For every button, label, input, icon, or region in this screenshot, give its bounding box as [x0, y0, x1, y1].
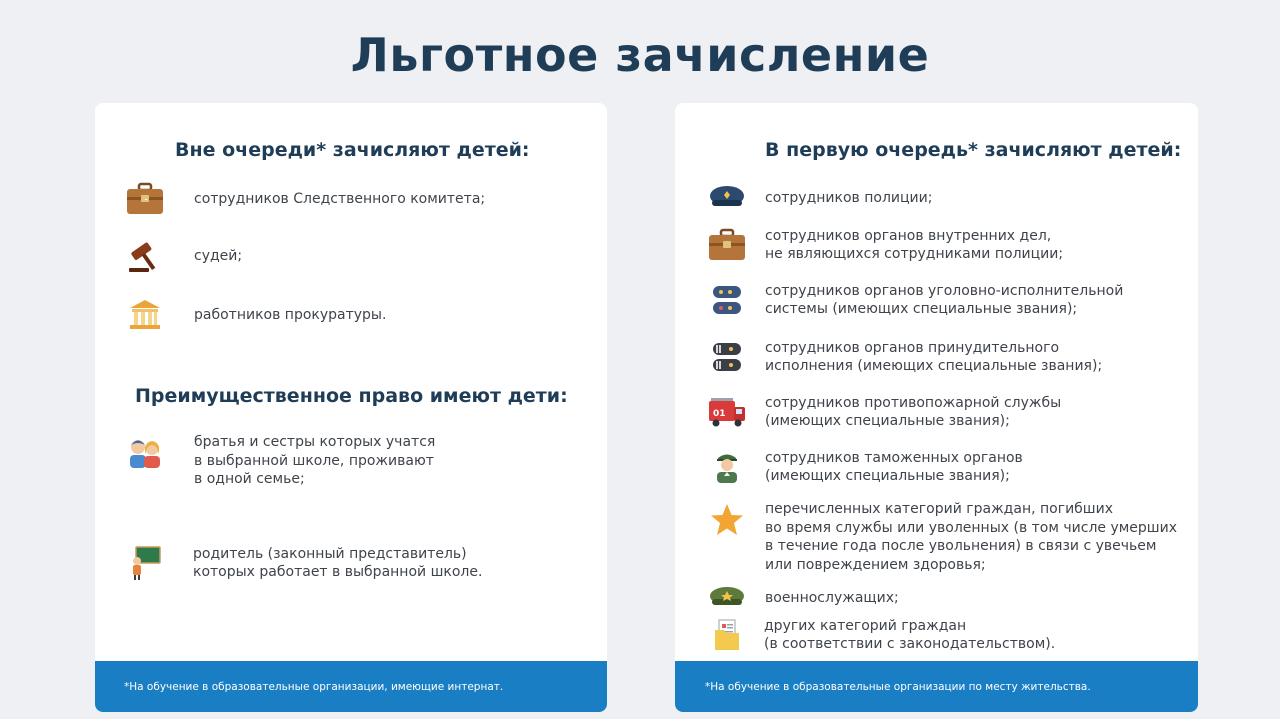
item-text: других категорий граждан (в соответствии с законодательством).	[764, 617, 1056, 652]
footer-note: *На обучение в образовательные организации, имеющие интернат.	[95, 661, 607, 712]
right-card	[675, 103, 1198, 712]
list-item	[707, 337, 1102, 377]
list-item	[125, 433, 435, 493]
item-text: братья и сестры которых учатся в выбранной школе, проживают в одной семье;	[194, 434, 436, 487]
footer-note: *На обучение в образовательные организации по месту жительства.	[675, 661, 1198, 712]
list-item	[707, 447, 1023, 487]
item-text: сотрудников органов принудительного исполнения (имеющих специальные звания);	[765, 339, 1103, 374]
item-text: сотрудников Следственного комитета;	[194, 190, 486, 207]
courthouse-icon	[125, 295, 165, 335]
item-text: военнослужащих;	[765, 589, 899, 606]
heading-first-priority: В первую очередь* зачисляют детей:	[765, 139, 1182, 161]
page-title: Льготное зачисление	[350, 28, 930, 82]
item-text: работников прокуратуры.	[194, 306, 387, 323]
briefcase-icon	[707, 225, 747, 265]
item-text: сотрудников органов внутренних дел, не являющихся сотрудниками полиции;	[765, 227, 1064, 262]
briefcase-icon	[125, 179, 165, 219]
item-text: сотрудников противопожарной службы (имеющих специальные звания);	[765, 394, 1062, 429]
list-item	[125, 543, 482, 583]
item-text: сотрудников таможенных органов (имеющих специальные звания);	[765, 449, 1023, 484]
list-item	[707, 178, 932, 218]
list-item	[707, 614, 1055, 656]
left-card	[95, 103, 607, 712]
gavel-icon	[125, 236, 165, 276]
siblings-icon	[125, 433, 165, 473]
list-item	[707, 225, 1063, 265]
heading-out-of-turn: Вне очереди* зачисляют детей:	[175, 139, 530, 161]
teacher-icon	[125, 543, 165, 583]
item-text: родитель (законный представитель) которых работает в выбранной школе.	[193, 545, 483, 580]
list-item	[707, 498, 1177, 576]
list-item	[125, 236, 242, 276]
list-item	[125, 295, 386, 335]
document-folder-icon	[707, 615, 747, 655]
military-cap-icon	[707, 578, 747, 618]
list-item	[707, 392, 1061, 432]
epaulette-dark-icon	[707, 337, 747, 377]
list-item	[125, 179, 485, 219]
customs-officer-icon	[707, 447, 747, 487]
item-text: судей;	[194, 247, 243, 264]
svg-text:01: 01	[713, 409, 726, 419]
list-item	[707, 580, 899, 616]
star-icon	[707, 500, 747, 540]
item-text: сотрудников органов уголовно-исполнительной системы (имеющих специальные звания);	[765, 282, 1124, 317]
list-item	[707, 279, 1123, 321]
fire-truck-icon	[707, 392, 747, 432]
item-text: перечисленных категорий граждан, погибших во время службы или уволенных (в том числе умерших в течение года после увольнения) в связи с увечьем или повреждением здоровья;	[765, 501, 1178, 573]
heading-priority-right: Преимущественное право имеют дети:	[135, 385, 568, 407]
epaulette-icon	[707, 280, 747, 320]
police-cap-icon	[707, 178, 747, 218]
item-text: сотрудников полиции;	[765, 189, 933, 206]
